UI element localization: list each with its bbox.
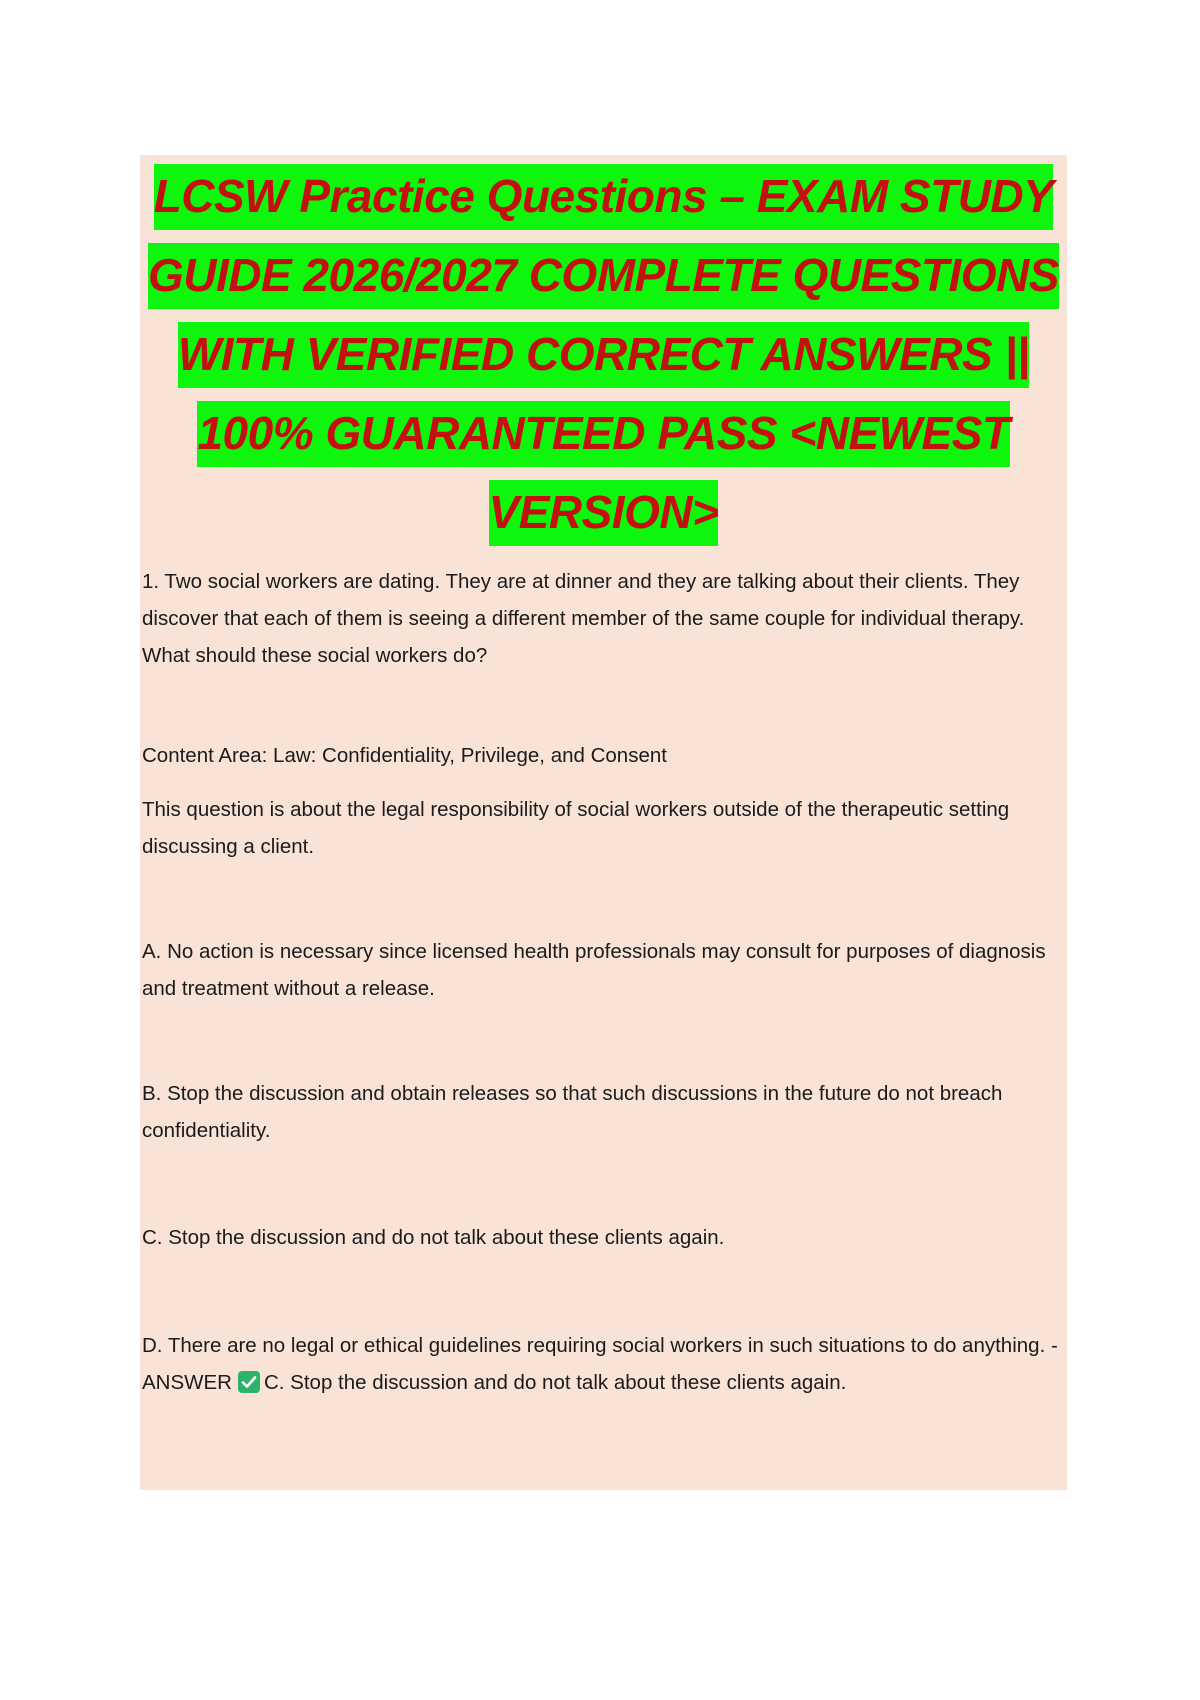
document-page — [140, 155, 1067, 1490]
title-line: 100% GUARANTEED PASS <NEWEST — [197, 401, 1009, 467]
answer-text: C. Stop the discussion and do not talk about these clients again. — [263, 1371, 847, 1394]
check-mark-icon — [238, 1371, 260, 1393]
option-d: D. There are no legal or ethical guidelines requiring social workers in such situations to do anything. - ANSWER — [142, 1334, 1058, 1394]
option-d-with-answer — [142, 1327, 1062, 1401]
content-area-label: Content Area: Law: Confidentiality, Privilege, and Consent — [142, 744, 667, 767]
question-text: 1. Two social workers are dating. They are at dinner and they are talking about their clients. They discover that each of them is seeing a different member of the same couple for individual therapy. What should these social workers do? — [142, 570, 1025, 667]
explanation-text: This question is about the legal responsibility of social workers outside of the therapeutic setting discussing a client. — [142, 798, 1010, 858]
option-a: A. No action is necessary since licensed health professionals may consult for purposes of diagnosis and treatment without a release. — [142, 940, 1046, 1000]
option-c: C. Stop the discussion and do not talk about these clients again. — [142, 1226, 725, 1249]
title-line: WITH VERIFIED CORRECT ANSWERS || — [178, 322, 1029, 388]
title-line: GUIDE 2026/2027 COMPLETE QUESTIONS — [148, 243, 1059, 309]
title-line: LCSW Practice Questions – EXAM STUDY — [154, 164, 1054, 230]
title-line: VERSION> — [489, 480, 719, 546]
document-title — [140, 155, 1067, 552]
option-b: B. Stop the discussion and obtain releases so that such discussions in the future do not breach confidentiality. — [142, 1082, 1003, 1142]
